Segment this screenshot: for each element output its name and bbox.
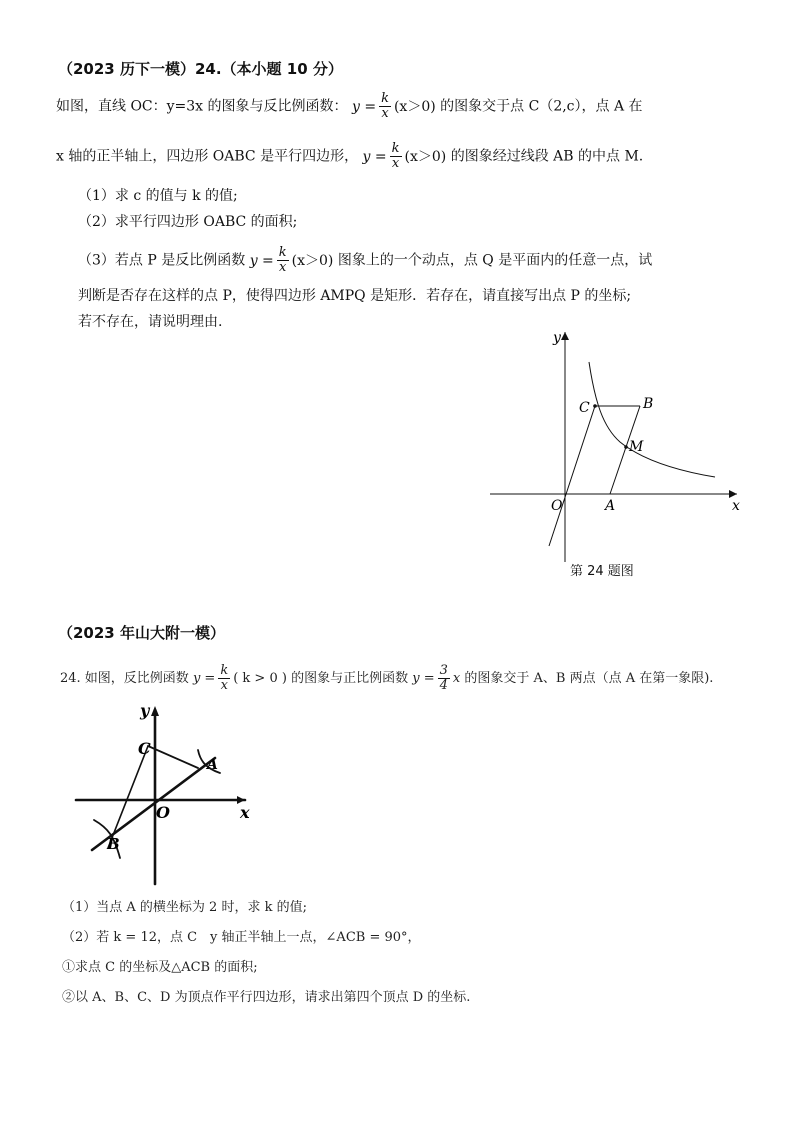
- formula-inverse: y = $\frac{k}{x}$ (x＞0): [362, 141, 447, 171]
- label-y: y: [140, 701, 150, 720]
- problem2-stem-text-b: 的图象与正比例函数: [291, 671, 409, 686]
- label-b: B: [107, 835, 120, 853]
- problem1-figure: [485, 322, 750, 584]
- formula-inverse-2: y = $\frac{k}{x}$ ( k > 0 ): [192, 663, 287, 693]
- problem2-question-1: （1）当点 A 的横坐标为 2 时，求 k 的值;: [62, 900, 307, 915]
- problem1-figure-caption: 第 24 题图: [570, 564, 634, 579]
- label-x: x: [240, 803, 250, 822]
- problem1-line2-text-a: x 轴的正半轴上，四边形 OABC 是平行四边形，: [56, 148, 359, 165]
- problem1-line2: [56, 142, 643, 171]
- problem2-heading: （2023 年山大附一模）: [58, 624, 225, 642]
- label-b: B: [643, 396, 654, 412]
- problem2-stem-text-a: 24. 如图，反比例函数: [60, 671, 189, 686]
- problem1-q3-text-b: 图象上的一个动点，点 Q 是平面内的任意一点，试: [337, 252, 653, 269]
- problem1-q3-line-c: 判断是否存在这样的点 P，使得四边形 AMPQ 是矩形．若存在，请直接写出点 P 的坐标;: [78, 288, 632, 304]
- problem2-stem-text-c: 的图象交于 A、B 两点（点 A 在第一象限).: [464, 671, 714, 686]
- problem1-question-2: （2）求平行四边形 OABC 的面积;: [78, 214, 298, 230]
- label-c: C: [138, 739, 151, 758]
- label-a: A: [605, 498, 616, 514]
- problem2-question-2-i: ①求点 C 的坐标及△ACB 的面积;: [62, 960, 258, 975]
- label-y: y: [553, 330, 561, 346]
- problem1-heading: （2023 历下一模）24.（本小题 10 分）: [58, 60, 343, 78]
- problem1-line1-text-a: 如图，直线 OC：y=3x 的图象与反比例函数：: [56, 98, 348, 115]
- hyperbola-curve: [589, 362, 715, 477]
- formula-inverse: y = $\frac{k}{x}$ (x＞0): [351, 91, 436, 121]
- y-axis-arrow: [561, 332, 569, 340]
- point-c: [593, 404, 597, 408]
- label-o: O: [156, 803, 170, 822]
- formula-direct: y = $\frac{3}{4}$ x: [412, 663, 461, 693]
- x-axis-arrow: [729, 490, 737, 498]
- segment-cb: [108, 746, 148, 848]
- label-m: M: [629, 439, 644, 455]
- label-a: A: [207, 757, 218, 773]
- problem1-question-3: [78, 246, 652, 275]
- problem1-line1: [56, 92, 643, 121]
- y-axis-arrow: [151, 706, 159, 716]
- line-oc: [549, 406, 595, 546]
- problem1-line2-text-b: 的图象经过线段 AB 的中点 M.: [450, 148, 644, 165]
- problem1-q3-line-d: 若不存在，请说明理由.: [78, 314, 223, 330]
- formula-inverse: y = $\frac{k}{x}$ (x＞0): [249, 245, 334, 275]
- label-c: C: [579, 400, 590, 416]
- problem2-question-2-ii: ②以 A、B、C、D 为顶点作平行四边形，请求出第四个顶点 D 的坐标.: [62, 990, 471, 1005]
- point-m: [624, 445, 628, 449]
- problem1-line1-text-b: 的图象交于点 C（2,c），点 A 在: [440, 98, 643, 115]
- problem2-figure: [70, 698, 260, 890]
- label-o: O: [551, 498, 563, 514]
- problem2-question-2: （2）若 k = 12，点 C y 轴正半轴上一点，∠ACB = 90°，: [62, 930, 421, 945]
- problem2-stem: [60, 664, 713, 693]
- problem1-question-1: （1）求 c 的值与 k 的值;: [78, 188, 238, 204]
- label-x: x: [732, 498, 740, 514]
- problem1-q3-text-a: （3）若点 P 是反比例函数: [78, 252, 246, 269]
